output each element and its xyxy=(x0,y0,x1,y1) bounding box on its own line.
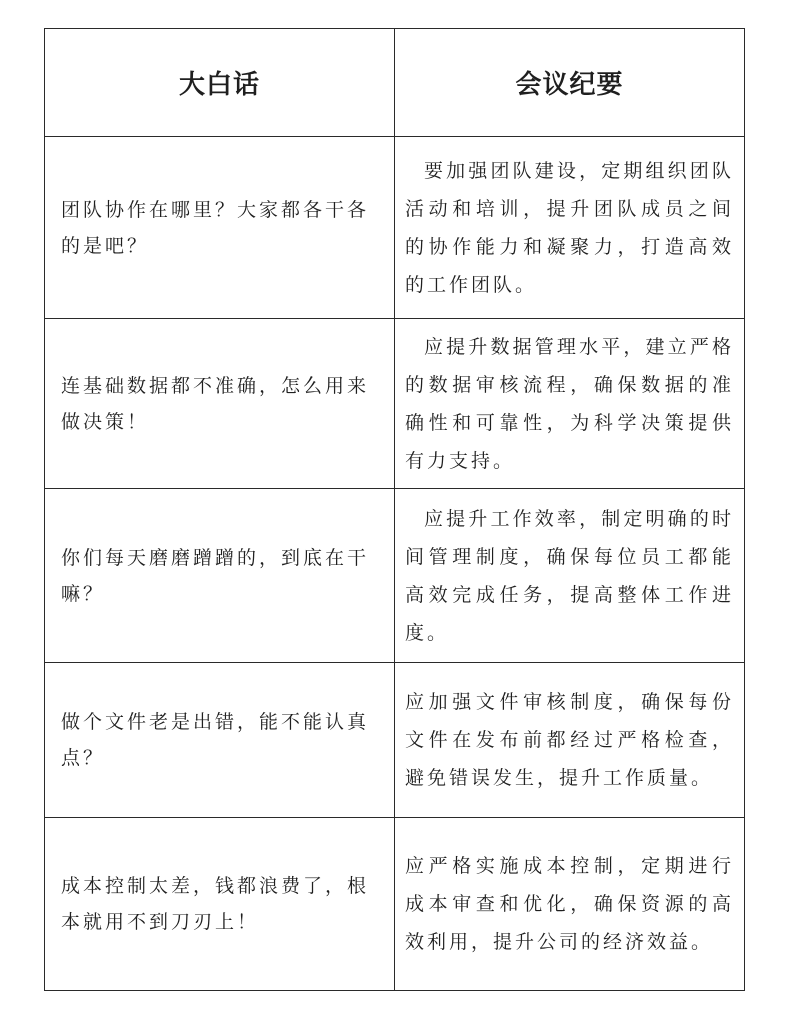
minutes-text: 要加强团队建设，定期组织团队活动和培训，提升团队成员之间的协作能力和凝聚力，打造高效的工作团队。 xyxy=(405,159,734,296)
table-row xyxy=(45,137,745,319)
minutes-cell xyxy=(395,818,745,991)
minutes-cell xyxy=(395,489,745,663)
plain-talk-cell: 团队协作在哪里？大家都各干各的是吧？ xyxy=(45,137,395,319)
plain-talk-cell: 你们每天磨磨蹭蹭的，到底在干嘛？ xyxy=(45,489,395,663)
header-plain-talk: 大白话 xyxy=(45,29,395,137)
comparison-table xyxy=(44,28,745,991)
plain-talk-cell: 连基础数据都不准确，怎么用来做决策！ xyxy=(45,319,395,489)
table-row xyxy=(45,663,745,818)
plain-talk-cell: 成本控制太差，钱都浪费了，根本就用不到刀刃上！ xyxy=(45,818,395,991)
table-header-row xyxy=(45,29,745,137)
table-row xyxy=(45,818,745,991)
minutes-text: 应提升数据管理水平，建立严格的数据审核流程，确保数据的准确性和可靠性，为科学决策提供有力支持。 xyxy=(405,335,734,472)
table-row xyxy=(45,489,745,663)
header-meeting-minutes: 会议纪要 xyxy=(395,29,745,137)
minutes-text: 应提升工作效率，制定明确的时间管理制度，确保每位员工都能高效完成任务，提高整体工作进度。 xyxy=(405,507,734,644)
plain-talk-cell: 做个文件老是出错，能不能认真点？ xyxy=(45,663,395,818)
minutes-cell xyxy=(395,663,745,818)
minutes-text: 应加强文件审核制度，确保每份文件在发布前都经过严格检查，避免错误发生，提升工作质量。 xyxy=(405,691,734,789)
minutes-text: 应严格实施成本控制，定期进行成本审查和优化，确保资源的高效利用，提升公司的经济效益。 xyxy=(405,855,734,953)
minutes-cell xyxy=(395,137,745,319)
table-row xyxy=(45,319,745,489)
minutes-cell xyxy=(395,319,745,489)
